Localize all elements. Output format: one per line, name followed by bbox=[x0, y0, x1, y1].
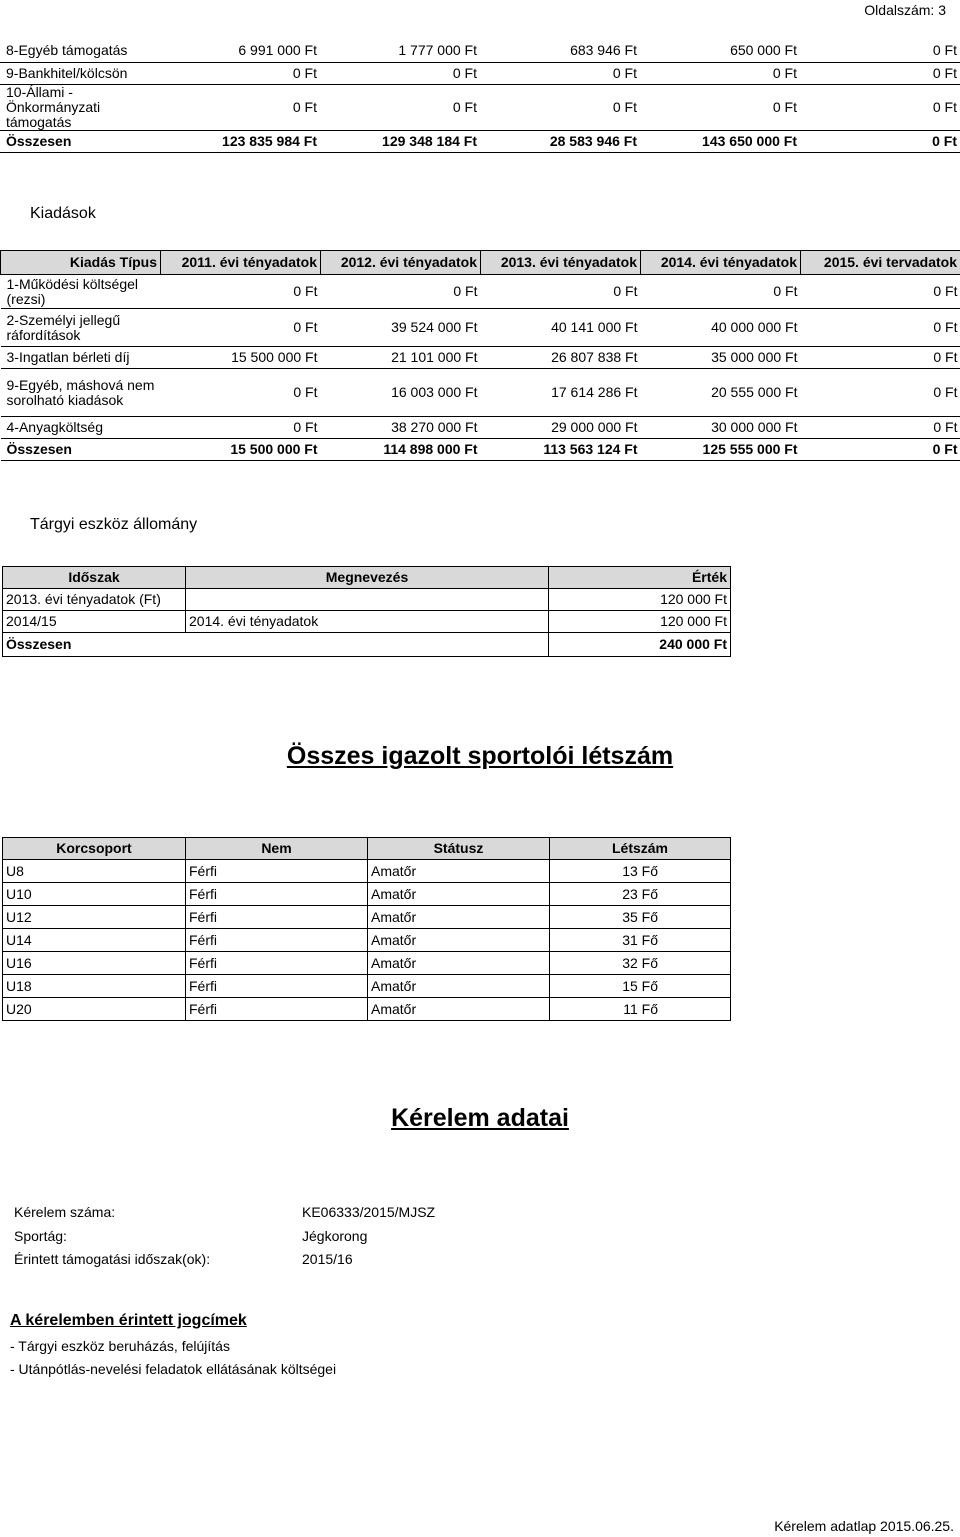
total-cell: 129 348 184 Ft bbox=[320, 130, 480, 152]
value-cell: 16 003 000 Ft bbox=[321, 369, 481, 417]
column-header: Kiadás Típus bbox=[1, 251, 161, 275]
request-field-period-value: 2015/16 bbox=[302, 1251, 353, 1267]
income-row bbox=[0, 62, 960, 84]
asset-period: 2014/15 bbox=[3, 611, 186, 633]
column-header: Érték bbox=[549, 567, 731, 589]
athlete-cell: U16 bbox=[3, 952, 186, 975]
athlete-cell: Férfi bbox=[186, 929, 368, 952]
athlete-row bbox=[3, 929, 731, 952]
total-cell: 15 500 000 Ft bbox=[161, 439, 321, 461]
request-field-number-label: Kérelem száma: bbox=[14, 1204, 116, 1220]
athlete-cell: U20 bbox=[3, 998, 186, 1021]
asset-row bbox=[3, 589, 731, 611]
athlete-row bbox=[3, 906, 731, 929]
total-cell: 0 Ft bbox=[800, 130, 960, 152]
income-total-row bbox=[0, 130, 960, 152]
athlete-cell: Amatőr bbox=[368, 998, 550, 1021]
value-cell: 0 Ft bbox=[480, 84, 640, 130]
value-cell: 29 000 000 Ft bbox=[481, 417, 641, 439]
expense-row bbox=[1, 369, 960, 417]
value-cell: 0 Ft bbox=[641, 275, 801, 309]
value-cell: 0 Ft bbox=[801, 309, 960, 347]
athlete-cell: U18 bbox=[3, 975, 186, 998]
expense-row bbox=[1, 275, 960, 309]
page-footer: Kérelem adatlap 2015.06.25. bbox=[774, 1518, 954, 1534]
athlete-row bbox=[3, 975, 731, 998]
athlete-cell: Amatőr bbox=[368, 929, 550, 952]
total-cell: 125 555 000 Ft bbox=[641, 439, 801, 461]
row-label: 3-Ingatlan bérleti díj bbox=[1, 347, 161, 369]
column-header: Időszak bbox=[3, 567, 186, 589]
athlete-cell: U10 bbox=[3, 883, 186, 906]
request-field-sport-label: Sportág: bbox=[14, 1228, 67, 1244]
value-cell: 20 555 000 Ft bbox=[641, 369, 801, 417]
assets-table bbox=[2, 566, 731, 657]
row-label: 2-Személyi jellegű ráfordítások bbox=[1, 309, 161, 347]
value-cell: 0 Ft bbox=[161, 309, 321, 347]
athlete-cell: 31 Fő bbox=[550, 929, 731, 952]
value-cell: 0 Ft bbox=[160, 84, 320, 130]
column-header: 2011. évi tényadatok bbox=[161, 251, 321, 275]
asset-name bbox=[186, 589, 549, 611]
value-cell: 0 Ft bbox=[801, 275, 960, 309]
value-cell: 0 Ft bbox=[480, 62, 640, 84]
asset-value: 120 000 Ft bbox=[549, 589, 731, 611]
income-row bbox=[0, 84, 960, 130]
athlete-cell: Amatőr bbox=[368, 975, 550, 998]
row-label: 9-Bankhitel/kölcsön bbox=[0, 62, 160, 84]
athletes-title: Összes igazolt sportolói létszám bbox=[286, 742, 674, 770]
value-cell: 26 807 838 Ft bbox=[481, 347, 641, 369]
row-label: 8-Egyéb támogatás bbox=[0, 40, 160, 62]
total-cell: 28 583 946 Ft bbox=[480, 130, 640, 152]
total-cell: 113 563 124 Ft bbox=[481, 439, 641, 461]
request-field-period-label: Érintett támogatási időszak(ok): bbox=[14, 1251, 211, 1267]
asset-name: 2014. évi tényadatok bbox=[186, 611, 549, 633]
value-cell: 15 500 000 Ft bbox=[161, 347, 321, 369]
expense-row bbox=[1, 417, 960, 439]
column-header: Megnevezés bbox=[186, 567, 549, 589]
value-cell: 0 Ft bbox=[320, 84, 480, 130]
asset-row bbox=[3, 611, 731, 633]
page-number: Oldalszám: 3 bbox=[864, 2, 946, 18]
column-header: 2015. évi tervadatok bbox=[801, 251, 960, 275]
athlete-cell: U12 bbox=[3, 906, 186, 929]
athlete-cell: 35 Fő bbox=[550, 906, 731, 929]
request-field-sport-value: Jégkorong bbox=[302, 1228, 368, 1244]
athlete-cell: 11 Fő bbox=[550, 998, 731, 1021]
athlete-row bbox=[3, 952, 731, 975]
athlete-cell: 23 Fő bbox=[550, 883, 731, 906]
athlete-row bbox=[3, 860, 731, 883]
athlete-cell: Férfi bbox=[186, 975, 368, 998]
asset-value: 120 000 Ft bbox=[549, 611, 731, 633]
value-cell: 0 Ft bbox=[800, 62, 960, 84]
income-row bbox=[0, 40, 960, 62]
value-cell: 683 946 Ft bbox=[480, 40, 640, 62]
value-cell: 0 Ft bbox=[161, 369, 321, 417]
column-header: Létszám bbox=[550, 838, 731, 860]
total-cell: 0 Ft bbox=[801, 439, 960, 461]
value-cell: 0 Ft bbox=[161, 417, 321, 439]
total-label: Összesen bbox=[3, 633, 549, 657]
expense-row bbox=[1, 347, 960, 369]
value-cell: 0 Ft bbox=[801, 369, 960, 417]
athletes-table bbox=[2, 837, 731, 1021]
income-table bbox=[0, 40, 960, 153]
value-cell: 0 Ft bbox=[321, 275, 481, 309]
expenses-table bbox=[0, 250, 960, 461]
value-cell: 0 Ft bbox=[800, 40, 960, 62]
athlete-cell: 32 Fő bbox=[550, 952, 731, 975]
value-cell: 6 991 000 Ft bbox=[160, 40, 320, 62]
row-label: 4-Anyagköltség bbox=[1, 417, 161, 439]
total-label: Összesen bbox=[0, 130, 160, 152]
column-header: Nem bbox=[186, 838, 368, 860]
row-label: 1-Működési költségel (rezsi) bbox=[1, 275, 161, 309]
expense-row bbox=[1, 309, 960, 347]
value-cell: 0 Ft bbox=[160, 62, 320, 84]
request-title: Kérelem adatai bbox=[391, 1104, 569, 1132]
value-cell: 30 000 000 Ft bbox=[641, 417, 801, 439]
value-cell: 0 Ft bbox=[161, 275, 321, 309]
value-cell: 40 000 000 Ft bbox=[641, 309, 801, 347]
total-cell: 114 898 000 Ft bbox=[321, 439, 481, 461]
legal-item: - Tárgyi eszköz beruházás, felújítás bbox=[10, 1338, 230, 1354]
athlete-cell: Amatőr bbox=[368, 906, 550, 929]
total-label: Összesen bbox=[1, 439, 161, 461]
athlete-cell: Férfi bbox=[186, 906, 368, 929]
value-cell: 1 777 000 Ft bbox=[320, 40, 480, 62]
value-cell: 0 Ft bbox=[320, 62, 480, 84]
expenses-title: Kiadások bbox=[30, 205, 96, 222]
value-cell: 0 Ft bbox=[801, 347, 960, 369]
athlete-cell: Férfi bbox=[186, 952, 368, 975]
row-label: 10-Állami - Önkormányzati támogatás bbox=[0, 84, 160, 130]
legal-item: - Utánpótlás-nevelési feladatok ellátásának költségei bbox=[10, 1361, 337, 1377]
value-cell: 0 Ft bbox=[800, 84, 960, 130]
athlete-row bbox=[3, 998, 731, 1021]
athlete-cell: Férfi bbox=[186, 860, 368, 883]
athlete-cell: 13 Fő bbox=[550, 860, 731, 883]
request-field-number-value: KE06333/2015/MJSZ bbox=[302, 1204, 436, 1220]
value-cell: 17 614 286 Ft bbox=[481, 369, 641, 417]
value-cell: 39 524 000 Ft bbox=[321, 309, 481, 347]
value-cell: 40 141 000 Ft bbox=[481, 309, 641, 347]
column-header: Korcsoport bbox=[3, 838, 186, 860]
column-header: 2012. évi tényadatok bbox=[321, 251, 481, 275]
assets-total-row bbox=[3, 633, 731, 657]
total-cell: 123 835 984 Ft bbox=[160, 130, 320, 152]
value-cell: 38 270 000 Ft bbox=[321, 417, 481, 439]
athlete-cell: Férfi bbox=[186, 883, 368, 906]
athlete-cell: Amatőr bbox=[368, 860, 550, 883]
athlete-cell: 15 Fő bbox=[550, 975, 731, 998]
value-cell: 0 Ft bbox=[801, 417, 960, 439]
athlete-row bbox=[3, 883, 731, 906]
value-cell: 0 Ft bbox=[640, 84, 800, 130]
value-cell: 21 101 000 Ft bbox=[321, 347, 481, 369]
total-cell: 143 650 000 Ft bbox=[640, 130, 800, 152]
value-cell: 0 Ft bbox=[640, 62, 800, 84]
athlete-cell: Amatőr bbox=[368, 883, 550, 906]
total-cell: 240 000 Ft bbox=[549, 633, 731, 657]
athlete-cell: U8 bbox=[3, 860, 186, 883]
assets-title: Tárgyi eszköz állomány bbox=[30, 516, 198, 533]
row-label: 9-Egyéb, máshová nem sorolható kiadások bbox=[1, 369, 161, 417]
value-cell: 0 Ft bbox=[481, 275, 641, 309]
value-cell: 35 000 000 Ft bbox=[641, 347, 801, 369]
expenses-total-row bbox=[1, 439, 960, 461]
athlete-cell: Férfi bbox=[186, 998, 368, 1021]
asset-period: 2013. évi tényadatok (Ft) bbox=[3, 589, 186, 611]
column-header: Státusz bbox=[368, 838, 550, 860]
athlete-cell: U14 bbox=[3, 929, 186, 952]
column-header: 2014. évi tényadatok bbox=[641, 251, 801, 275]
value-cell: 650 000 Ft bbox=[640, 40, 800, 62]
column-header: 2013. évi tényadatok bbox=[481, 251, 641, 275]
athlete-cell: Amatőr bbox=[368, 952, 550, 975]
legal-title: A kérelemben érintett jogcímek bbox=[10, 1312, 247, 1329]
